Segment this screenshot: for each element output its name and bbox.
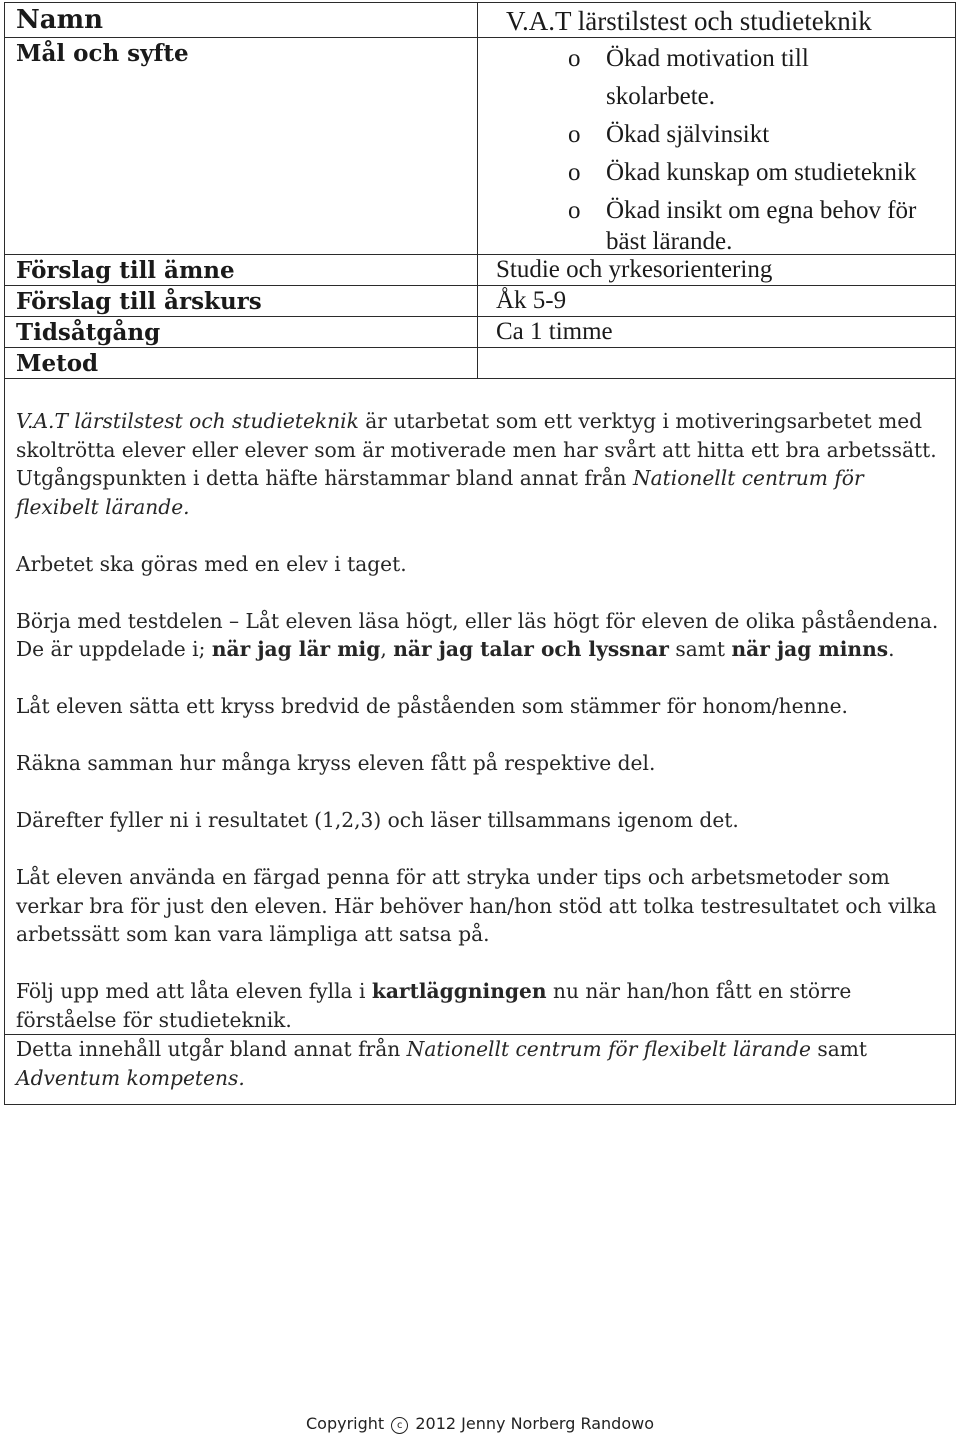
follow-up-text: Följ upp med att låta eleven fylla i — [16, 979, 372, 1003]
goal-text: Ökad insikt om egna behov för — [606, 197, 917, 224]
intro-text: är utarbetat som ett verktyg i motiveringsarbetet med skoltrötta elever eller elever som är motiverade men har svårt att hitta ett bra arbetssätt. Utgångspunkten i detta häfte härstammar bland annat från — [16, 409, 937, 490]
method-description — [5, 378, 955, 1034]
cell-goals — [478, 38, 956, 255]
section-when-learn: när jag lär mig — [211, 637, 381, 661]
paragraph-source — [16, 1035, 943, 1092]
intro-italic-source: Nationellt centrum för flexibelt lärande. — [16, 466, 864, 519]
paragraph-underline: Låt eleven använda en färgad penna för att stryka under tips och arbetsmetoder som verkar bra för just den eleven. Här behöver han/hon stöd att tolka testresultatet och vilka arbetssätt som kan vara lämpliga att satsa på. — [16, 865, 937, 946]
row-metod — [5, 348, 955, 379]
lesson-plan-sheet — [4, 2, 956, 1105]
page-footer — [0, 1414, 960, 1434]
period-text: . — [888, 637, 895, 661]
goal-text-cont: skolarbete. — [606, 83, 715, 110]
copyright-icon: c — [391, 1417, 408, 1434]
document-title: V.A.T lärstilstest och studieteknik — [506, 6, 872, 36]
paragraph-follow-up — [16, 977, 943, 1034]
mal-label: Mål och syfte — [16, 40, 189, 67]
source-italic-2: Adventum kompetens. — [16, 1065, 245, 1090]
goal-item — [478, 40, 955, 116]
paragraph-mark-cross: Låt eleven sätta ett kryss bredvid de påståenden som stämmer för honom/henne. — [16, 694, 848, 718]
spacer — [16, 578, 943, 607]
tid-value: Ca 1 timme — [496, 318, 613, 345]
source-and: samt — [810, 1037, 867, 1061]
follow-up-text-end: nu när han/hon fått en större förståelse för studieteknik. — [16, 979, 852, 1032]
paragraph-count: Räkna samman hur många kryss eleven fått på respektive del. — [16, 751, 656, 775]
header-table — [5, 3, 955, 378]
metod-label: Metod — [16, 350, 99, 377]
bullet-icon: o — [568, 197, 581, 224]
paragraph-start-test — [16, 607, 943, 664]
cell-amne-value — [478, 255, 956, 286]
goal-text: Ökad självinsikt — [606, 121, 770, 148]
paragraph-results: Därefter fyller ni i resultatet (1,2,3) och läser tillsammans igenom det. — [16, 808, 739, 832]
bullet-icon: o — [568, 45, 581, 72]
cell-arskurs-label — [5, 286, 478, 317]
cell-metod-label — [5, 348, 478, 379]
separator-text: , — [380, 637, 394, 661]
spacer — [16, 949, 943, 978]
tid-label: Tidsåtgång — [16, 319, 161, 346]
amne-label: Förslag till ämne — [16, 257, 235, 284]
cell-tid-value — [478, 317, 956, 348]
spacer — [16, 835, 943, 864]
bullet-icon: o — [568, 159, 581, 186]
spacer — [16, 721, 943, 750]
goal-item — [478, 192, 955, 254]
and-text: samt — [668, 637, 732, 661]
copyright-word: Copyright — [306, 1414, 385, 1433]
spacer — [16, 778, 943, 807]
arskurs-label: Förslag till årskurs — [16, 288, 262, 315]
cell-arskurs-value — [478, 286, 956, 317]
row-namn — [5, 3, 955, 38]
spacer — [16, 664, 943, 693]
goals-list — [478, 40, 955, 254]
bullet-icon: o — [568, 121, 581, 148]
cell-metod-value — [478, 348, 956, 379]
goal-text-cont: bäst lärande. — [606, 228, 733, 255]
cell-namn-label — [5, 3, 478, 38]
start-test-text: Börja med testdelen – Låt eleven läsa högt, eller läs högt för eleven de olika påståendena. De är uppdelade i; — [16, 608, 939, 661]
goal-item — [478, 116, 955, 154]
intro-italic-title: V.A.T lärstilstest och studieteknik — [16, 409, 359, 433]
cell-namn-value — [478, 3, 956, 38]
source-text: Detta innehåll utgår bland annat från — [16, 1037, 407, 1061]
section-when-talk-listen: när jag talar och lyssnar — [393, 637, 669, 661]
source-note-row — [5, 1034, 955, 1104]
row-amne — [5, 255, 955, 286]
spacer — [16, 521, 943, 550]
amne-value: Studie och yrkesorientering — [496, 256, 773, 283]
row-arskurs — [5, 286, 955, 317]
cell-amne-label — [5, 255, 478, 286]
row-tid — [5, 317, 955, 348]
goal-item — [478, 154, 955, 192]
paragraph-one-student: Arbetet ska göras med en elev i taget. — [16, 551, 407, 576]
goal-text: Ökad motivation till — [606, 45, 809, 72]
row-mal — [5, 38, 955, 255]
copyright-text: 2012 Jenny Norberg Randowo — [415, 1414, 654, 1433]
section-when-remember: när jag minns — [731, 637, 889, 661]
paragraph-intro — [16, 407, 943, 521]
goal-text: Ökad kunskap om studieteknik — [606, 159, 917, 186]
cell-mal-label — [5, 38, 478, 255]
arskurs-value: Åk 5-9 — [496, 287, 567, 314]
cell-tid-label — [5, 317, 478, 348]
kartlaggningen-term: kartläggningen — [371, 979, 547, 1003]
namn-label: Namn — [16, 5, 104, 35]
source-italic-1: Nationellt centrum för flexibelt lärande — [406, 1037, 811, 1061]
